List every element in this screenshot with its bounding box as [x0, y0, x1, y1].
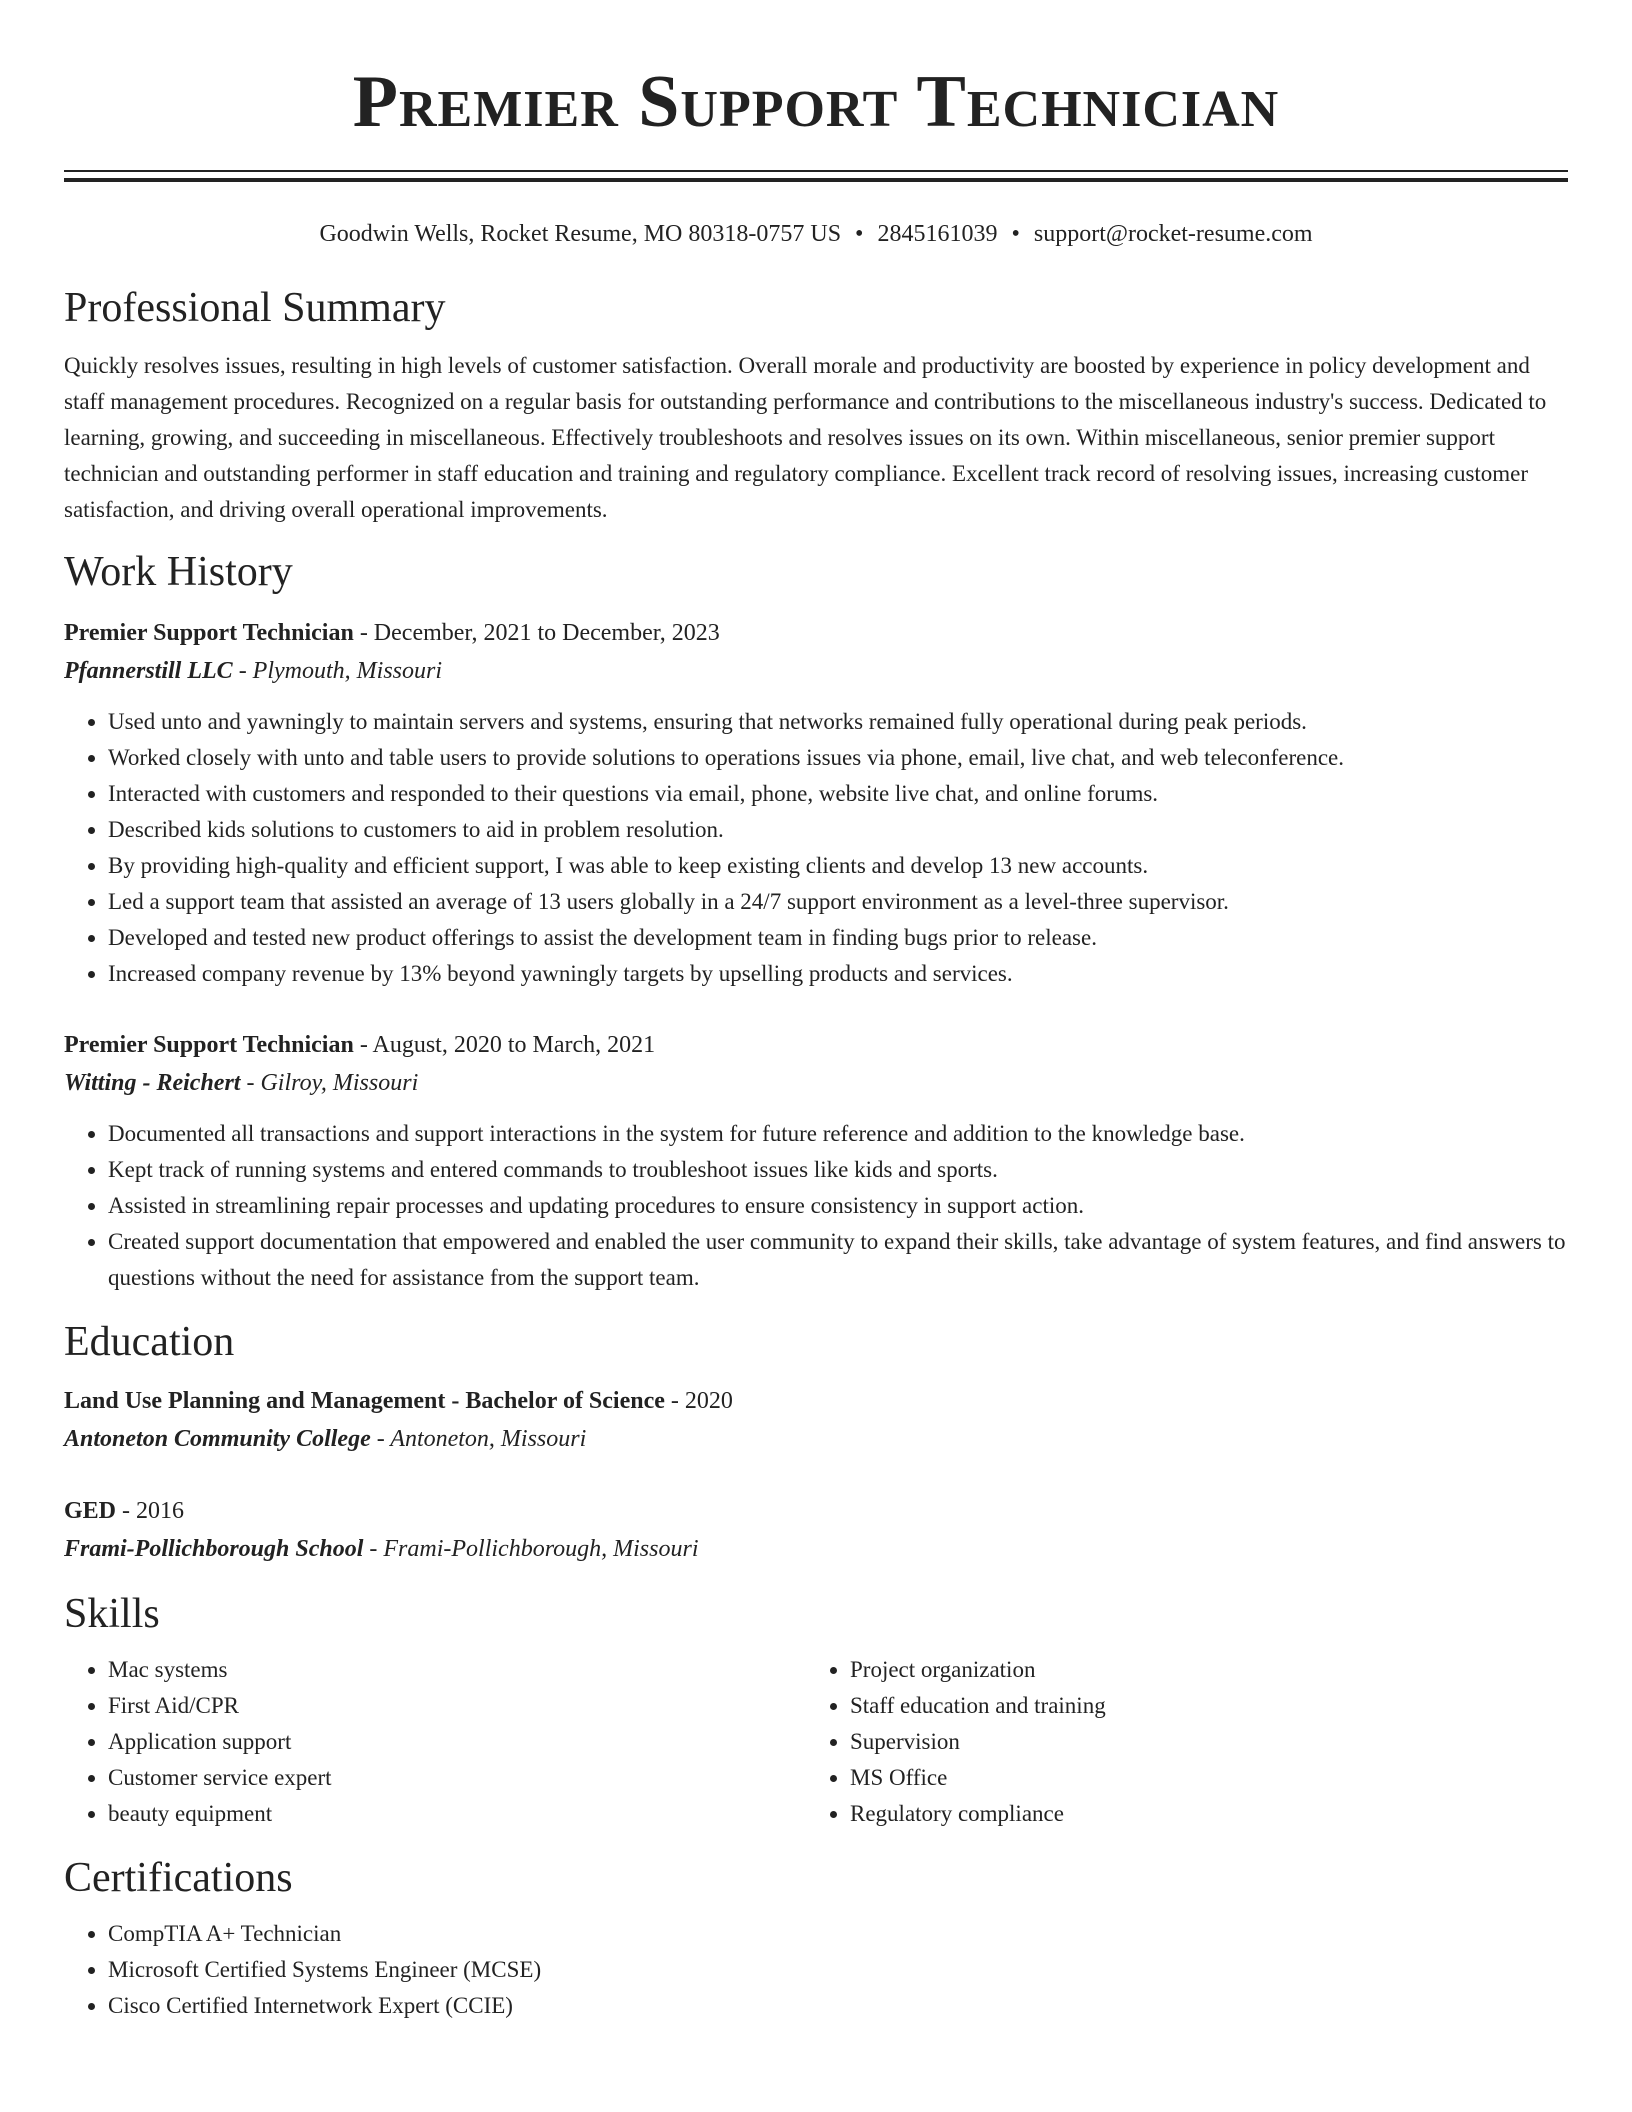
skill-item: • First Aid/CPR	[108, 1688, 806, 1724]
education-year: - 2020	[664, 1388, 733, 1414]
job-bullet: • Interacted with customers and responded to their questions via email, phone, website live chat, and online forums.	[108, 776, 1568, 812]
education-degree-line	[64, 1492, 1568, 1530]
education-heading: Education	[64, 1319, 235, 1365]
summary-text: Quickly resolves issues, resulting in high levels of customer satisfaction. Overall morale and productivity are boosted by experience in policy development and staff management procedures. Recognized on a regular basis for outstanding performance and contributions to the miscellaneous industry's success. Dedicated to learning, growing, and succeeding in miscellaneous. Effectively troubleshoots and resolves issues on its own. Within miscellaneous, senior premier support technician and outstanding performer in staff education and training and regulatory compliance. Excellent track record of resolving issues, increasing customer satisfaction, and driving overall operational improvements.	[64, 353, 1547, 522]
certification-item: • Microsoft Certified Systems Engineer (MCSE)	[108, 1952, 1568, 1988]
skill-item: • Mac systems	[108, 1652, 806, 1688]
job-bullet: • Kept track of running systems and entered commands to troubleshoot issues like kids and sports.	[108, 1152, 1568, 1188]
job-entry	[64, 614, 1568, 992]
job-title: Premier Support Technician	[64, 620, 354, 646]
job-location: - Gilroy, Missouri	[240, 1070, 419, 1096]
education-degree-line	[64, 1382, 1568, 1420]
job-dates: - August, 2020 to March, 2021	[353, 1032, 656, 1058]
education-entry	[64, 1382, 1568, 1458]
job-title: Premier Support Technician	[64, 1032, 354, 1058]
job-bullet: • Described kids solutions to customers to aid in problem resolution.	[108, 812, 1568, 848]
job-title-line	[64, 614, 1568, 652]
skill-item: • MS Office	[850, 1760, 1548, 1796]
resume-title: Premier Support Technician	[352, 61, 1280, 143]
contact-address: Goodwin Wells, Rocket Resume, MO 80318-0757 US	[319, 221, 842, 247]
job-bullet: • Created support documentation that empowered and enabled the user community to expand their skills, take advantage of system features, and find answers to questions without the need for assistance from the support team.	[108, 1224, 1568, 1296]
job-bullet: • Assisted in streamlining repair processes and updating procedures to ensure consistency in support action.	[108, 1188, 1568, 1224]
education-year: - 2016	[116, 1498, 185, 1524]
education-location: - Frami-Pollichborough, Missouri	[363, 1536, 699, 1562]
title-rule-thin	[64, 170, 1568, 172]
job-bullets	[64, 704, 1568, 992]
skill-item: • Regulatory compliance	[850, 1796, 1548, 1832]
education-school-line	[64, 1420, 1568, 1458]
contact-separator: •	[855, 221, 864, 247]
education-school: Antoneton Community College	[64, 1426, 371, 1452]
skill-item: • Staff education and training	[850, 1688, 1548, 1724]
education-school: Frami-Pollichborough School	[64, 1536, 364, 1562]
job-location: - Plymouth, Missouri	[232, 658, 443, 684]
resume-page	[64, 0, 1568, 2024]
certifications-list	[64, 1916, 1568, 2024]
skill-item: • Project organization	[850, 1652, 1548, 1688]
education-degree: Land Use Planning and Management - Bachelor of Science	[64, 1388, 665, 1414]
summary-heading: Professional Summary	[64, 285, 446, 331]
certification-item: • Cisco Certified Internetwork Expert (CCIE)	[108, 1988, 1568, 2024]
education-school-line	[64, 1530, 1568, 1568]
job-bullet: • Documented all transactions and support interactions in the system for future reference and addition to the knowledge base.	[108, 1116, 1568, 1152]
job-dates: - December, 2021 to December, 2023	[353, 620, 720, 646]
job-bullet: • By providing high-quality and efficient support, I was able to keep existing clients and develop 13 new accounts.	[108, 848, 1568, 884]
skills-list	[64, 1652, 1568, 1832]
title-rule-thick	[64, 178, 1568, 182]
skills-heading: Skills	[64, 1591, 160, 1637]
job-bullet: • Increased company revenue by 13% beyond yawningly targets by upselling products and services.	[108, 956, 1568, 992]
education-entry	[64, 1492, 1568, 1568]
skills-column-right	[806, 1652, 1548, 1832]
education-degree: GED	[64, 1498, 117, 1524]
job-company: Pfannerstill LLC	[64, 658, 233, 684]
job-company-line	[64, 652, 1568, 690]
certifications-heading: Certifications	[64, 1855, 293, 1901]
job-company-line	[64, 1064, 1568, 1102]
job-bullets	[64, 1116, 1568, 1296]
education-location: - Antoneton, Missouri	[370, 1426, 587, 1452]
job-bullet: • Led a support team that assisted an average of 13 users globally in a 24/7 support environment as a level-three supervisor.	[108, 884, 1568, 920]
job-bullet: • Developed and tested new product offerings to assist the development team in finding bugs prior to release.	[108, 920, 1568, 956]
skill-item: • beauty equipment	[108, 1796, 806, 1832]
job-title-line	[64, 1026, 1568, 1064]
skill-item: • Supervision	[850, 1724, 1548, 1760]
contact-line	[64, 218, 1568, 250]
contact-phone: 2845161039	[877, 221, 998, 247]
contact-separator: •	[1011, 221, 1020, 247]
skills-bullets	[64, 1652, 806, 1832]
job-bullet: • Worked closely with unto and table users to provide solutions to operations issues via phone, email, live chat, and web teleconference.	[108, 740, 1568, 776]
skill-item: • Customer service expert	[108, 1760, 806, 1796]
skill-item: • Application support	[108, 1724, 806, 1760]
skills-column-left	[64, 1652, 806, 1832]
certification-item: • CompTIA A+ Technician	[108, 1916, 1568, 1952]
work-history-heading: Work History	[64, 549, 293, 595]
job-entry	[64, 1026, 1568, 1296]
job-company: Witting - Reichert	[64, 1070, 241, 1096]
skills-bullets	[806, 1652, 1548, 1832]
contact-email: support@rocket-resume.com	[1033, 221, 1313, 247]
job-bullet: • Used unto and yawningly to maintain servers and systems, ensuring that networks remained fully operational during peak periods.	[108, 704, 1568, 740]
